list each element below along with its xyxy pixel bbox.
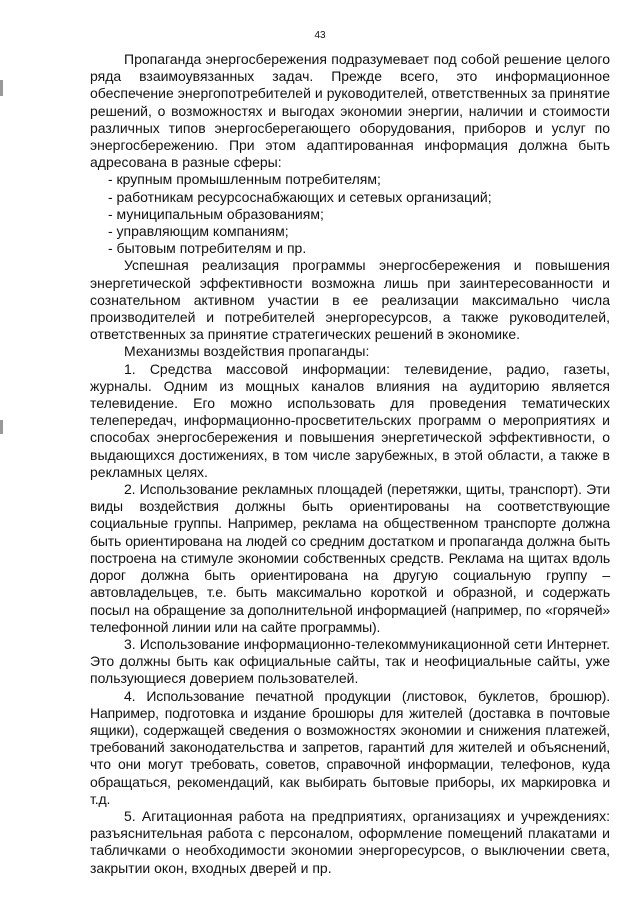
mechanism-item-3: 3. Использование информационно-телекоммуникационной сети Интернет. Это должны быть как официальные сайты, так и неофициальные сайты, уже пользующиеся доверием пользователей. bbox=[90, 635, 610, 687]
list-item: - муниципальным образованиям; bbox=[108, 205, 324, 222]
document-body bbox=[90, 51, 610, 877]
page-number: 43 bbox=[314, 30, 326, 41]
mechanism-item-5: 5. Агитационная работа на предприятиях, организациях и учреждениях: разъяснительная работа с персоналом, оформление помещений плакатами и табличками о необходимости экономии энергоресурсов, о выключении света, закрытии окон, входных дверей и пр. bbox=[90, 807, 610, 876]
mechanism-item-1: 1. Средства массовой информации: телевидение, радио, газеты, журналы. Одним из мощных каналов влияния на аудиторию является телевидение. Его можно использовать для проведения тематических телепередач, информационно-просветительских программ о мероприятиях и способах энергосбережения и повышения энергетической эффективности, о выдающихся достижениях, в том числе зарубежных, в этой области, а также в рекламных целях. bbox=[90, 360, 610, 480]
spheres-list bbox=[90, 171, 610, 257]
list-item: - управляющим компаниям; bbox=[108, 223, 289, 240]
list-item: - бытовым потребителям и пр. bbox=[108, 240, 307, 257]
mechanism-item-4: 4. Использование печатной продукции (листовок, буклетов, брошюр). Например, подготовка и издание брошюры для жителей (доставка в почтовые ящики), содержащей сведения о возможностях экономии и снижения платежей, требований законодательства и запретов, гарантий для жителей и объяснений, что они могут требовать, советов, справочной информации, телефонов, куда обращаться, рекомендаций, как выбирать бытовые приборы, их маркировка и т.д. bbox=[90, 687, 610, 807]
scan-edge-mark bbox=[0, 420, 3, 434]
list-item: - крупным промышленным потребителям; bbox=[108, 171, 381, 188]
scan-edge-mark bbox=[0, 80, 3, 96]
paragraph-intro: Пропаганда энергосбережения подразумевает под собой решение целого ряда взаимоувязанных задач. Прежде всего, это информационное обеспечение энергопотребителей и руководителей, ответственных за принятие решений, о возможностях и выгодах экономии энергии, наличии и стоимости различных типов энергосберегающего оборудования, приборов и услуг по энергосбережению. При этом адаптированная информация должна быть адресована в разные сферы: bbox=[90, 51, 610, 171]
mechanism-item-2: 2. Использование рекламных площадей (перетяжки, щиты, транспорт). Эти виды воздействия должны быть ориентированы на соответствующие социальные группы. Например, реклама на общественном транспорте должна быть ориентирована на людей со средним достатком и пропаганда должна быть построена на стимуле экономии собственных средств. Реклама на щитах вдоль дорог должна быть ориентирована на другую социальную группу – автовладельцев, т.е. быть максимально короткой и образной, и содержать посыл на обращение за дополнительной информацией (например, по «горячей» телефонной линии или на сайте программы). bbox=[90, 481, 610, 635]
paragraph-mechanisms: Механизмы воздействия пропаганды: bbox=[124, 343, 370, 360]
list-item: - работникам ресурсоснабжающих и сетевых организаций; bbox=[108, 188, 492, 205]
paragraph-success: Успешная реализация программы энергосбережения и повышения энергетической эффективности возможна лишь при заинтересованности и сознательном активном участии в ее реализации максимально числа производителей и потребителей энергоресурсов, а также руководителей, ответственных за принятие стратегических решений в экономике. bbox=[90, 257, 610, 343]
